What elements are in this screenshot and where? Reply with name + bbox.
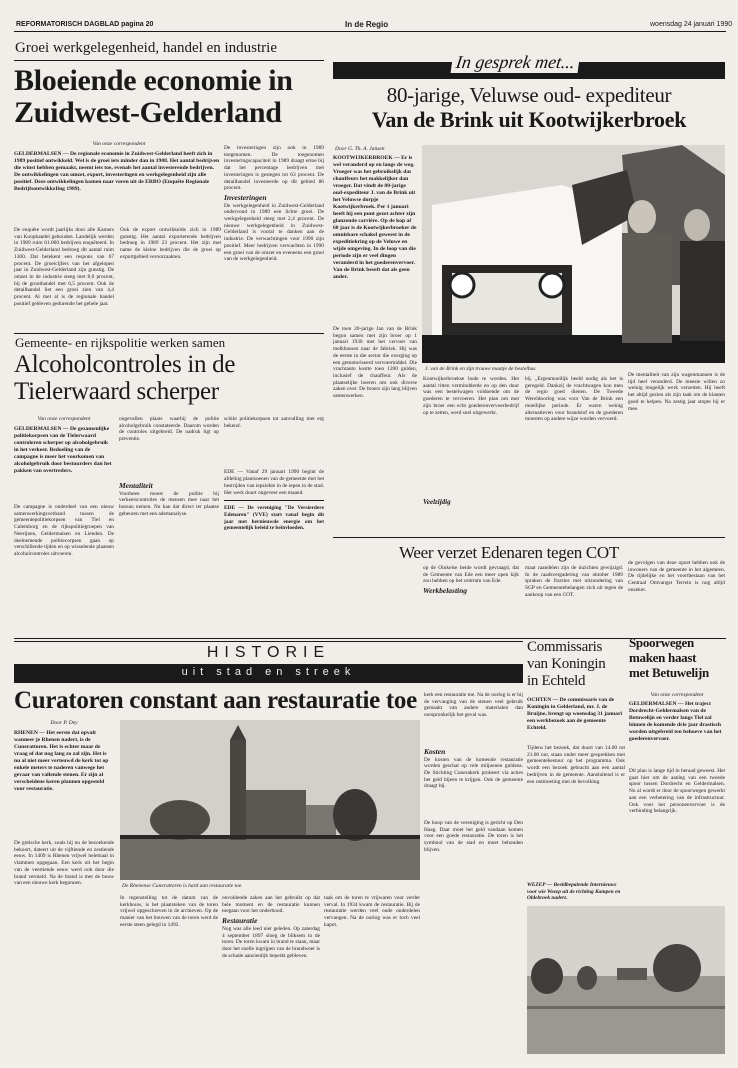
article1-headline-line1: Bloeiende economie in bbox=[14, 64, 293, 97]
article3-col1 bbox=[423, 565, 519, 633]
interview-banner-text: In gesprek met... bbox=[451, 52, 581, 73]
interview-col3-text: bij. „Ergenmoeilijk beeld nodig als het is geregeld. Dankzij de vrachtwagen kon men de regio goed dienen. De Tweede Wereldoorlog was voor Van de Brink een moeilijke periode. Er waren weinig alternatieven voor brandstof en de goederen moesten op andere wijze worden vervoerd. bbox=[525, 376, 623, 423]
article2-lead: GELDERMALSEN — De gezamenlijke politiekorpsen van de Tielerwaard controleren scherper op alcoholgebruik in het verkeer. Bedoeling van de campagne is meer het voorkomen van alcoholgebruik door bestuurders dan het pakken van overtreders. bbox=[14, 426, 112, 474]
interview-byline: Door G. Th. A. Jansen bbox=[335, 146, 385, 152]
article1-lead: GELDERMALSEN — De regionale economie in Zuidwest-Gelderland heeft zich in 1989 positief ontwikkeld. Wel is de groei iets minder dan in 1988. Het aantal bedrijven die winst hebben gemaakt, neemt iets toe, evenals het aantal investerende bedrijven. De ontwikkelingen van omzet, export, investeringen en werkgelegenheid zijn alle positief. Deze ontwikkelingen komen naar voren uit de ERBO (Enquête Regionale BedrijfsontwikkeIing 1989). bbox=[14, 151, 220, 192]
page-header-left: REFORMATORISCH DAGBLAD pagina 20 bbox=[16, 21, 154, 28]
historie-col4: taak om de toren te vrijwaren voor verder verval. In 1934 kwam de restauratie. Bij de restauratie werden veel oude onderdelen vervangen. Na de oorlog was er toch veel kapot. bbox=[324, 895, 420, 928]
article2-headline-line2: Tielerwaard scherper bbox=[14, 378, 219, 405]
article1-headline-line2: Zuidwest-Gelderland bbox=[14, 96, 282, 129]
article1-col2-text: Ook de export ontwikkelde zich in 1989 gunstig. Het aantal exporterende bedrijven bedroeg in 1989 23 procent. Het zijn met name de kleine bedrijven die de groei op exportgebied veroorzaakten. bbox=[120, 227, 221, 260]
historie-col3-text: onvoldende zaken aan het gebruikt op dat hele moment en de restauratie kunnen toegaan voor het onderhoud. bbox=[222, 895, 320, 915]
historie-col3b-text: Nog was alle leed niet geleden. Op zaterdag 4 september 1897 sloeg de bliksem in de toren. De toren kwam in brand te staan, maar door het snelle ingrijpen van de brandweer is de schade aanzienlijk beperkt gebleven. bbox=[222, 925, 320, 959]
van-de-brink-with-truck-photo bbox=[422, 145, 725, 363]
article1-sub-investeringen-text: De investeringen zijn ook in 1989 toegenomen. De toegenomen investeringscapaciteit in 1989 draagt ertoe bij dat het percentage bedrijven met investeringen is gestegen tot 63 procent. De detailhandel investeerde op dit gebied 86 procent. bbox=[224, 145, 324, 192]
article2-note1: EDE — Vanaf 29 januari 1990 begint de afdeling plantsoenen van de gemeente met het bestrijden van iepziekte in de iepen in de stad. Het werk duurt ongeveer een maand. bbox=[224, 469, 324, 496]
interview-lead: KOOTWIJKERBROEK — Er is wel veranderd op en langs de weg. Vroeger was het gebruikelijk dat chauffeurs het makkelijker dan vroeger. Dat vindt de 80-jarige oud-expediteur J. van de Brink uit het Veluwse dorpje Kootwijkerbroek. Per 1 januari heeft hij een punt gezet achter zijn glanzende carrière. Op de kop af 60 jaar is de Kootwijkerbroeker de omnisbare schakel geweest in de expeditiekring op de Veluwe en wijde omgeving. In de loop van die periode zijn er veel dingen veranderd in het goederenvervoer. Van de Brink beseft dat als geen ander. bbox=[333, 155, 417, 280]
article5-headline bbox=[629, 636, 725, 679]
historie-right-col1: kerk een restauratie toe. Na de oorlog is er bij de vervanging van de stenen veel gebruik gemaakt van andere materialen dan oorspronkelijk het geval was. bbox=[424, 692, 523, 719]
interview-col4: De mentaliteit van zijn wagenmannen is de tijd heel veranderd. De meeste willen zo weinig mogelijk werk verzetten. Hij heeft het altijd gezien als zijn taak om de klanten goed te helpen. Na zestig jaar stopte hij er mee. bbox=[628, 372, 725, 412]
article1-headline bbox=[14, 66, 334, 128]
article4-headline-line2: van Koningin bbox=[527, 656, 606, 672]
article5-headline-line1: Spoorwegen bbox=[629, 635, 694, 650]
historie-lead: RHENEN — Het eerste dat opvalt wanneer je Rhenen nadert, is de Cunerattoren. Het is echter maar de vraag of dat nog lang zo zal zijn. Het is nu al niet meer verteuwd de kerk tot op enkele meters te naderen vanwege het gevaar van vallende stenen. Er zijn al verscheidene keren plannen opgesteld voor restauratie. bbox=[14, 730, 109, 792]
historie-banner bbox=[14, 641, 523, 683]
interview-col1: De toen 20-jarige Jan van de Brink begon samen met zijn broer op 1 januari 1930 met het vervoer van melkbussen naar de fabriek. Hij was de eerste in die sector die overging op een gemotoriseerd vervoermiddel. Die vrachtauto kostte toen 1200 gulden, inclusief de chauffeur. Als de plaatselijke boeren om ook diverse zaken over. De broers zijn lang blijven samenwerken. bbox=[333, 326, 417, 400]
article1-col3-text: De werkgelegenheid in Zuidwest-Gelderland ondervond in 1989 een lichte groei. De werkgelegenheid steeg met 2,4 procent. De nieuwe werkgelegenheid in Zuidwest-Gelderland is vooral te danken aan de industrie. De verwachtingen voor 1990 zijn positief. Meer bedrijven verwachten in 1990 een groei van de omzet en eveneens een groei van de werkgelegenheid. bbox=[224, 202, 324, 263]
article3-col3: de gevolgen van deze opzet hebben ook de inwoners van de gemeente in het algemeen. De tijdelijke en het voortbestaan van het Centraal Ontvangst Terrein is nog altijd onzeker. bbox=[628, 560, 725, 593]
article3-col2: maar raandelen zijn de inzichten gewijzigd. In de raadsvergadering van oktober 1989 spraken de fracties met uitzondering van SGP en Gemeentebelangen zich uit tegen de aankoop van een COT. bbox=[525, 565, 623, 598]
page-header-date: woensdag 24 januari 1990 bbox=[650, 21, 733, 28]
article2-headline bbox=[14, 352, 334, 404]
article5-body: Dit plan is lange tijd in beraad geweest. Het gaat hier om de aanleg van een tweede spoor tussen Dordrecht en Geldermalsen. Nu al wordt er door de spoorwegen gewerkt aan een verbetering van de infrastructuur. Ook voor het personenvervoer is de verbinding belangrijk. bbox=[629, 768, 725, 815]
article2-col2 bbox=[119, 416, 219, 634]
historie-col2: In tegenstelling tot de datum van de kerkbouw, is het plaatsteken van de toren vrijwel opgeschreven in de archieven. Op de manier van het bouwen van de toren werd de eerste steen gelegd in 1492. bbox=[120, 895, 218, 928]
historie-right-col3: De hoop van de vereniging is gericht op Den Haag. Daar moet het geld vandaan komen voor een goede restauratie. De toren is het symbool van de stad en moet behouden blijven. bbox=[424, 820, 523, 853]
wezep-landscape-photo bbox=[527, 906, 725, 1054]
article1-sub-investeringen: Investeringen bbox=[224, 192, 267, 202]
article3-headline: Weer verzet Edenaren tegen COT bbox=[399, 543, 619, 562]
article2-col3-text: schikt politiekorpsen tot aanvulling met erg bekend. bbox=[224, 416, 324, 429]
historie-photo bbox=[120, 720, 420, 880]
interview-headline-line2: Van de Brink uit Kootwijkerbroek bbox=[371, 107, 687, 132]
article4-body: Tijdens het bezoek, dat duurt van 14.00 tot 21.00 uur, staan onder meer gesprekken met gemeentebestuur op het programma. Ook wordt een bezoek gebracht aan een aantal bedrijven in de gemeente. Aansluitend is er een ontmoeting met de bevolking. bbox=[527, 745, 625, 785]
article4-lead: OCHTEN — De commissaris van de Koningin in Gelderland, mr. J. de Bruijne, brengt op woensdag 31 januari een werkbezoek aan de gemeente Echteld. bbox=[527, 697, 623, 731]
article5-headline-line3: met Betuwelijn bbox=[629, 665, 709, 680]
article5-lead: GELDERMALSEN — Het traject Dordrecht-Geldermalsen van de Betuwelijn en verder langs Tiel zal binnen de komende drie jaar drastisch worden uitgebreid ten behoeve van het goederenvervoer. bbox=[629, 701, 722, 742]
article4-wezep: WEZEP — Beeldbepalende Internieuws voor wie Wezep uit de richting Kampen en Oldebroek nadert. bbox=[527, 882, 621, 902]
article2-byline: Van onze correspondent bbox=[37, 416, 91, 422]
historie-caption: De Rhenense Cunerattoren is hard aan restauratie toe. bbox=[122, 883, 243, 889]
historie-col1: De gotische kerk, zoals hij nu de bezoekende bekoort, dateert uit de vijftiende en zestiende eeuw. In 1409 is Rhenen vrijwel helemaal in vlammen opgegaan. Een kerk uit het begin van de veertiende eeuw werd ook door die brand vernield. Na de brand is met de bouw van een nieuwe kerk begonnen. bbox=[14, 840, 114, 887]
article3-sub-werkbelasting: Werkbelasting bbox=[423, 586, 468, 596]
article1-byline: Van onze correspondent bbox=[92, 141, 146, 147]
interview-photo bbox=[422, 145, 725, 363]
cunera-tower-photo bbox=[120, 720, 420, 880]
article2-note2: EDE — De vereniging "De Versierdere Edenaren" (VVE) start vanaf begin dit jaar met hernieuwde energie om het gemeentelijk beleid te beïnvloeden. bbox=[224, 505, 324, 532]
interview-col2: Kootwijkerbroekse bode te worden. Het aantal ritten vermindderde en op den duur was een bestelwagen voldoende om de goederen te vervoeren. Het plan om met zijn broer een echt goederenvervoerbedrijf op te zetten, werd snel uitgewerkt. bbox=[423, 376, 519, 416]
interview-sub-veelzijdig: Veelzijdig bbox=[423, 498, 451, 506]
article2-col1: De campagne is onderdeel van een nieuw samenwerkingsverband tussen de gemeentepolitiekorpsen van Tiel en Culemborg en de rijkspolitiegroepen van Neerijnen, Geldermalsen en Lienden. De deelnemende politiecorpsen gaan op verschillende tijden en op wisselende plaatsen alcoholcontroles uitvoeren. bbox=[14, 504, 114, 557]
article2-kicker: Gemeente- en rijkspolitie werken samen bbox=[15, 335, 226, 350]
article1-col3 bbox=[224, 145, 324, 327]
page-header-section: In de Regio bbox=[345, 20, 389, 29]
historie-banner-sub: uit stad en streek bbox=[181, 666, 356, 678]
historie-banner-title: HISTORIE bbox=[14, 642, 523, 664]
historie-right-col2: De kosten van de komende restauratie worden geschat op vele miljoenen guldens. De Stichting Cunerakerk probeert via acties het geld bijeen te krijgen. Ook de gemeente draagt bij. bbox=[424, 756, 523, 790]
article3-col1-text: op de Oinkelse beide wordt gevraagd, dat de Gemeente van Ede een meer open kijk zou hebben op het centrum van Ede. bbox=[423, 565, 519, 585]
interview-headline-line1: 80-jarige, Veluwse oud- expediteur bbox=[386, 83, 672, 107]
historie-right bbox=[424, 692, 523, 1054]
historie-col3 bbox=[222, 895, 320, 1054]
interview-col3 bbox=[525, 376, 623, 534]
article1-col2 bbox=[120, 227, 221, 327]
article5-headline-line2: maken haast bbox=[629, 650, 697, 665]
wezep-photo bbox=[527, 906, 725, 1054]
article5-byline: Van onze correspondent bbox=[650, 692, 704, 698]
article4-headline-line1: Commissaris bbox=[527, 639, 603, 655]
article1-kicker: Groei werkgelegenheid, handel en industrie bbox=[15, 40, 277, 56]
article4-headline-line3: in Echteld bbox=[527, 673, 586, 689]
article4-headline bbox=[527, 640, 627, 689]
interview-headline bbox=[333, 85, 725, 131]
article2-col3 bbox=[224, 416, 324, 634]
article2-col2b-text: Voorheen moest de politie bij verkeerscontroles de mensen mee naar het bureau nemen. Nu kan dat direct ter plaatse gebeuren met een ademanalyse. bbox=[119, 490, 219, 517]
interview-caption: J. van de Brink en zijn trouwe maatje de bestelbus. bbox=[425, 366, 537, 372]
article2-sub-mentaliteit: Mentaliteit bbox=[119, 480, 153, 490]
historie-headline: Curatoren constant aan restauratie toe bbox=[14, 687, 417, 714]
historie-sub-kosten: Kosten bbox=[424, 746, 446, 756]
historie-sub-restauratie: Restauratie bbox=[222, 916, 258, 926]
article2-col2-text: ongevallen plaats waarbij de politie alcoholgebruik constateerde. Daarom worden de controles uitgebreid. De nadruk ligt op preventie. bbox=[119, 416, 219, 443]
historie-byline: Door P. Dey bbox=[50, 720, 78, 726]
article1-col1: De enquête wordt jaarlijks door alle Kamers van Koophandel gehouden. Landelijk werden in 1989 ruim 61.000 bedrijven enquêteerd. In Zuidwest-Gelderland bedroeg dit aantal ruim 1300. Dat betekent een respons van 67 procent. De groeicijfers van het afgelopen jaar in Zuidwest-Gelderland zijn gunstig. De omzet in de industrie steeg met 8,0 procent, bij de groothandel met 6,5 procent. Ook de detailhandel liet een groei zien van 4,4 procent. Al met al is de regionale handel positief gebleven gedurende het gehele jaar. bbox=[14, 227, 114, 307]
article2-headline-line1: Alcoholcontroles in de bbox=[14, 351, 236, 378]
